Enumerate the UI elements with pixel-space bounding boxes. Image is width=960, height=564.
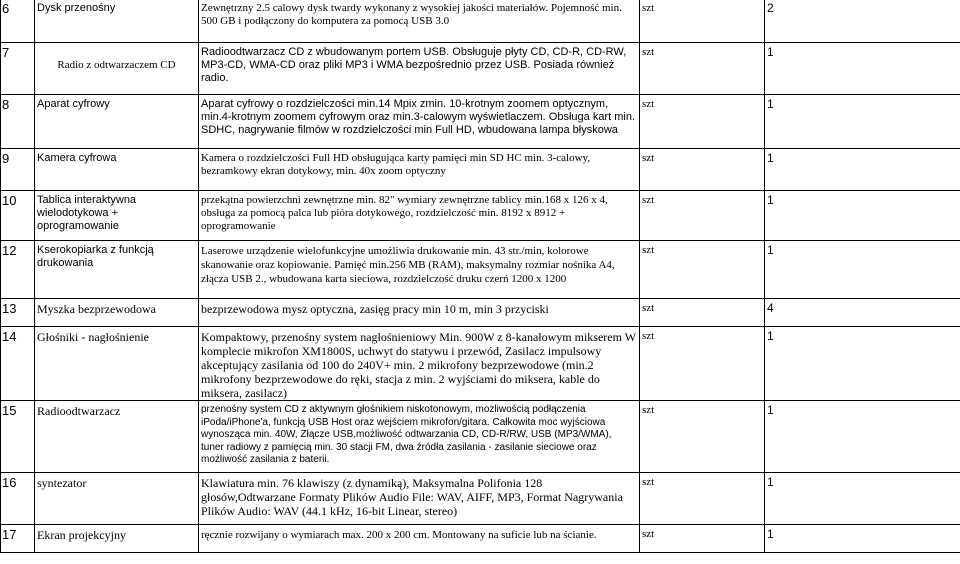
item-unit: szt: [640, 473, 765, 525]
item-description: Zewnętrzny 2.5 calowy dysk twardy wykonany z wysokiej jakości materiałów. Pojemność min. 500 GB i podłączony do komputera za pomocą USB 3.0: [199, 0, 640, 43]
row-number: 9: [1, 149, 35, 191]
row-number: 16: [1, 473, 35, 525]
item-unit: szt: [640, 401, 765, 473]
table-row: [1, 327, 960, 401]
item-quantity: 1: [765, 191, 960, 241]
table-row: [1, 0, 960, 43]
item-quantity: 2: [765, 0, 960, 43]
item-name: Radio z odtwarzaczem CD: [35, 43, 199, 95]
item-quantity: 1: [765, 525, 960, 553]
item-name: Tablica interaktywna wielodotykowa + oprogramowanie: [35, 191, 199, 241]
item-description: Aparat cyfrowy o rozdzielczości min.14 Mpix zmin. 10-krotnym zoomem optycznym, min.4-krotnym zoomem cyfrowym oraz min.3-calowym wyświetlaczem. Obsługa kart min. SDHC, nagrywanie filmów w rozdzielczości min Full HD, wbudowana lampa błyskowa: [199, 95, 640, 149]
item-description: Klawiatura min. 76 klawiszy (z dynamiką), Maksymalna Polifonia 128 głosów,Odtwarzane Formaty Plików Audio File: WAV, AIFF, MP3, Format Nagrywania Plików Audio: WAV (44.1 kHz, 16-bit Linear, stereo): [199, 473, 640, 525]
item-unit: szt: [640, 525, 765, 553]
row-number: 13: [1, 299, 35, 327]
item-description: Laserowe urządzenie wielofunkcyjne umożliwia drukowanie min. 43 str./min, kolorowe skanowanie oraz kopiowanie. Pamięć min.256 MB (RAM), maksymalny rozmiar nośnika A4, złącza USB 2., wbudowana karta sieciowa, rozdzielczość druku czerń 1200 x 1200: [199, 241, 640, 299]
table-row: [1, 525, 960, 553]
row-number: 7: [1, 43, 35, 95]
item-quantity: 1: [765, 473, 960, 525]
item-name: Ekran projekcyjny: [35, 525, 199, 553]
item-name: syntezator: [35, 473, 199, 525]
row-number: 6: [1, 0, 35, 43]
item-quantity: 4: [765, 299, 960, 327]
item-name: Myszka bezprzewodowa: [35, 299, 199, 327]
table-row: [1, 401, 960, 473]
item-description: przenośny system CD z aktywnym głośnikiem niskotonowym, możliwością podłączenia iPoda/iPhone'a, funkcją USB Host oraz wejściem mikrofon/gitara. Całkowita moc wyjściowa wynosząca min. 40W, Złącze USB,możliwość odtwarzania CD, CD-R/RW, USB (MP3/WMA), tuner radiowy z pamięcią min. 30 stacji FM, dwa źródła zasilania - zasilanie sieciowe oraz możliwość zasilania z baterii.: [199, 401, 640, 473]
item-description: bezprzewodowa mysz optyczna, zasięg pracy min 10 m, min 3 przyciski: [199, 299, 640, 327]
table-row: [1, 299, 960, 327]
row-number: 10: [1, 191, 35, 241]
row-number: 17: [1, 525, 35, 553]
table-row: [1, 149, 960, 191]
item-unit: szt: [640, 191, 765, 241]
row-number: 12: [1, 241, 35, 299]
item-description: Kamera o rozdzielczości Full HD obsługująca karty pamięci min SD HC min. 3-calowy, bezramkowy ekran dotykowy, min. 40x zoom optyczny: [199, 149, 640, 191]
table-row: [1, 95, 960, 149]
table-row: [1, 473, 960, 525]
item-unit: szt: [640, 241, 765, 299]
item-name: Głośniki - nagłośnienie: [35, 327, 199, 401]
item-description: ręcznie rozwijany o wymiarach max. 200 x 200 cm. Montowany na suficie lub na ścianie.: [199, 525, 640, 553]
item-unit: szt: [640, 43, 765, 95]
item-quantity: 1: [765, 43, 960, 95]
row-number: 15: [1, 401, 35, 473]
item-unit: szt: [640, 299, 765, 327]
item-unit: szt: [640, 0, 765, 43]
item-quantity: 1: [765, 401, 960, 473]
row-number: 14: [1, 327, 35, 401]
item-quantity: 1: [765, 241, 960, 299]
item-unit: szt: [640, 149, 765, 191]
item-description: Kompaktowy, przenośny system nagłośnieniowy Min. 900W z 8-kanałowym mikserem W komplecie mikrofon XM1800S, uchwyt do statywu i przewód, Zasilacz impulsowy akceptujący zasilania od 100 do 240V+ min. 2 mikrofony bezprzewodowe (min.2 mikrofony bezprzewodowe do ręki, stacja z min. 2 wyjściami do miksera, kable do miksera, zasilacz): [199, 327, 640, 401]
table-row: [1, 191, 960, 241]
item-name: Kserokopiarka z funkcją drukowania: [35, 241, 199, 299]
item-unit: szt: [640, 95, 765, 149]
item-quantity: 1: [765, 327, 960, 401]
item-unit: szt: [640, 327, 765, 401]
table-row: [1, 241, 960, 299]
item-description: Radioodtwarzacz CD z wbudowanym portem USB. Obsługuje płyty CD, CD-R, CD-RW, MP3-CD, WMA-CD oraz pliki MP3 i WMA bezpośrednio przez USB. Posiada również radio.: [199, 43, 640, 95]
item-name: Kamera cyfrowa: [35, 149, 199, 191]
table-row: [1, 43, 960, 95]
item-name: Aparat cyfrowy: [35, 95, 199, 149]
item-description: przekątna powierzchni zewnętrzne min. 82" wymiary zewnętrzne tablicy min.168 x 126 x 4, obsługa za pomocą palca lub pióra dotykowego, rozdzielczość min. 8192 x 8912 + oprogramowanie: [199, 191, 640, 241]
item-quantity: 1: [765, 149, 960, 191]
item-name: Radioodtwarzacz: [35, 401, 199, 473]
row-number: 8: [1, 95, 35, 149]
item-name: Dysk przenośny: [35, 0, 199, 43]
item-quantity: 1: [765, 95, 960, 149]
